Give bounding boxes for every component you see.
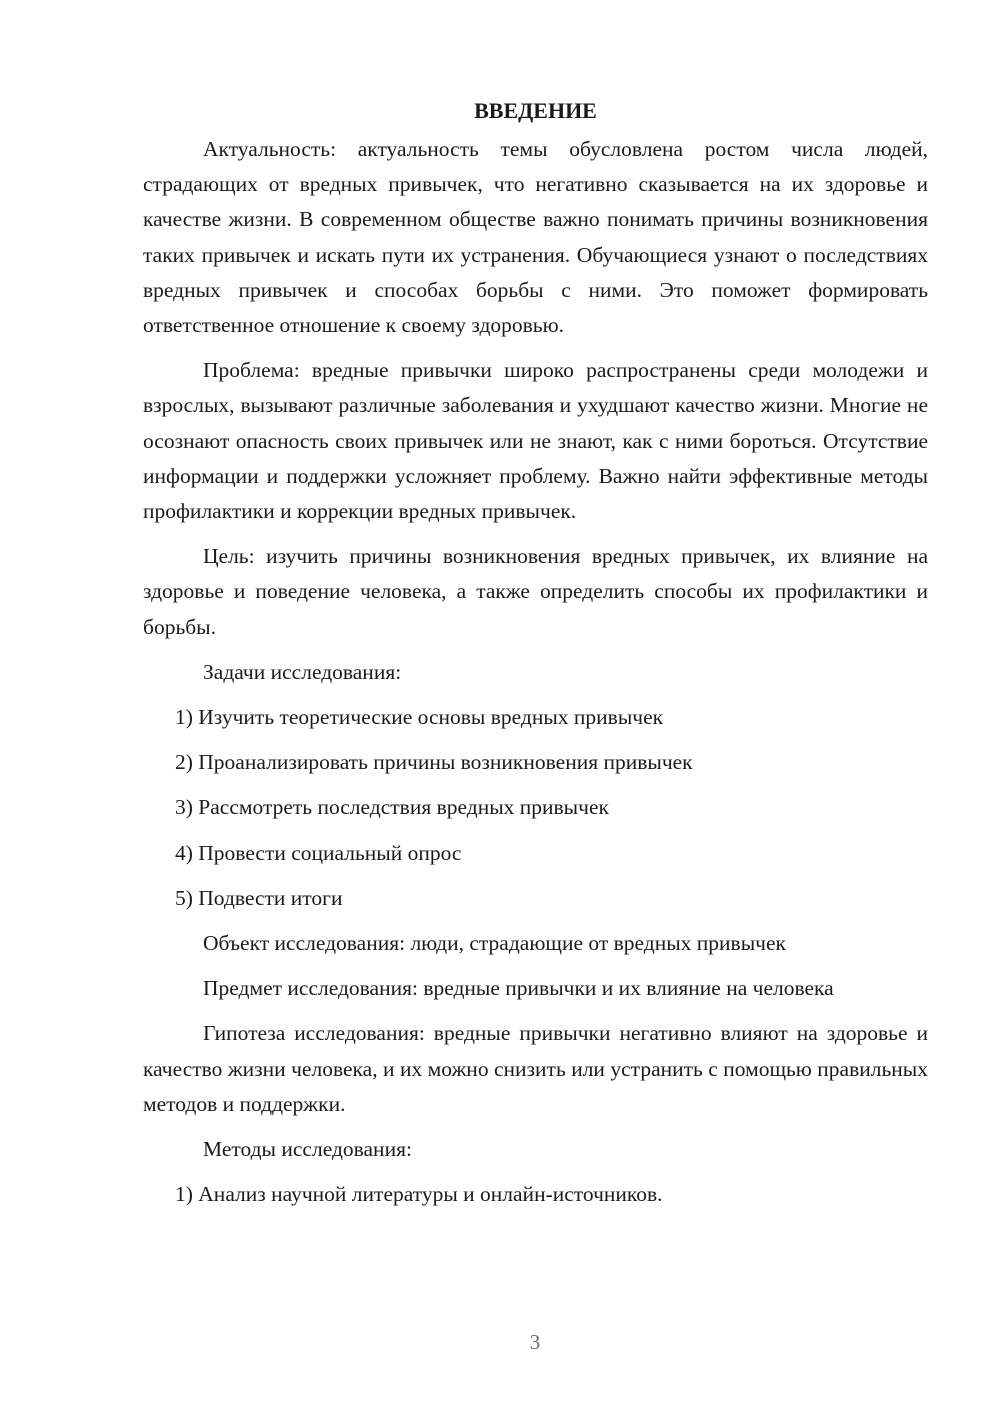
method-item: 1) Анализ научной литературы и онлайн-источников. [175,1182,663,1207]
task-item: 4) Провести социальный опрос [175,840,462,865]
paragraph-goal: Цель: изучить причины возникновения вредных привычек, их влияние на здоровье и поведение человека, а также определить способы их профилактики и борьбы. [143,544,928,639]
methods-heading: Методы исследования: [203,1137,412,1162]
task-item: 1) Изучить теоретические основы вредных привычек [175,705,664,730]
research-object: Объект исследования: люди, страдающие от вредных привычек [203,931,786,956]
task-item: 3) Рассмотреть последствия вредных привычек [175,795,609,820]
paragraph-relevance: Актуальность: актуальность темы обусловлена ростом числа людей, страдающих от вредных привычек, что негативно сказывается на их здоровье и качестве жизни. В современном обществе важно понимать причины возникновения таких привычек и искать пути их устранения. Обучающиеся узнают о последствиях вредных привычек и способах борьбы с ними. Это поможет формировать ответственное отношение к своему здоровью. [143,137,928,338]
paragraph-hypothesis: Гипотеза исследования: вредные привычки негативно влияют на здоровье и качество жизни человека, и их можно снизить или устранить с помощью правильных методов и поддержки. [143,1021,928,1116]
paragraph-problem: Проблема: вредные привычки широко распространены среди молодежи и взрослых, вызывают различные заболевания и ухудшают качество жизни. Многие не осознают опасность своих привычек или не знают, как с ними бороться. Отсутствие информации и поддержки усложняет проблему. Важно найти эффективные методы профилактики и коррекции вредных привычек. [143,358,928,524]
page-number: 3 [529,1330,541,1354]
task-item: 2) Проанализировать причины возникновения привычек [175,750,693,775]
page-title: ВВЕДЕНИЕ [474,98,597,123]
tasks-heading: Задачи исследования: [203,659,402,684]
document-page [143,96,928,1222]
task-item: 5) Подвести итоги [175,885,343,910]
research-subject: Предмет исследования: вредные привычки и их влияние на человека [203,976,834,1001]
